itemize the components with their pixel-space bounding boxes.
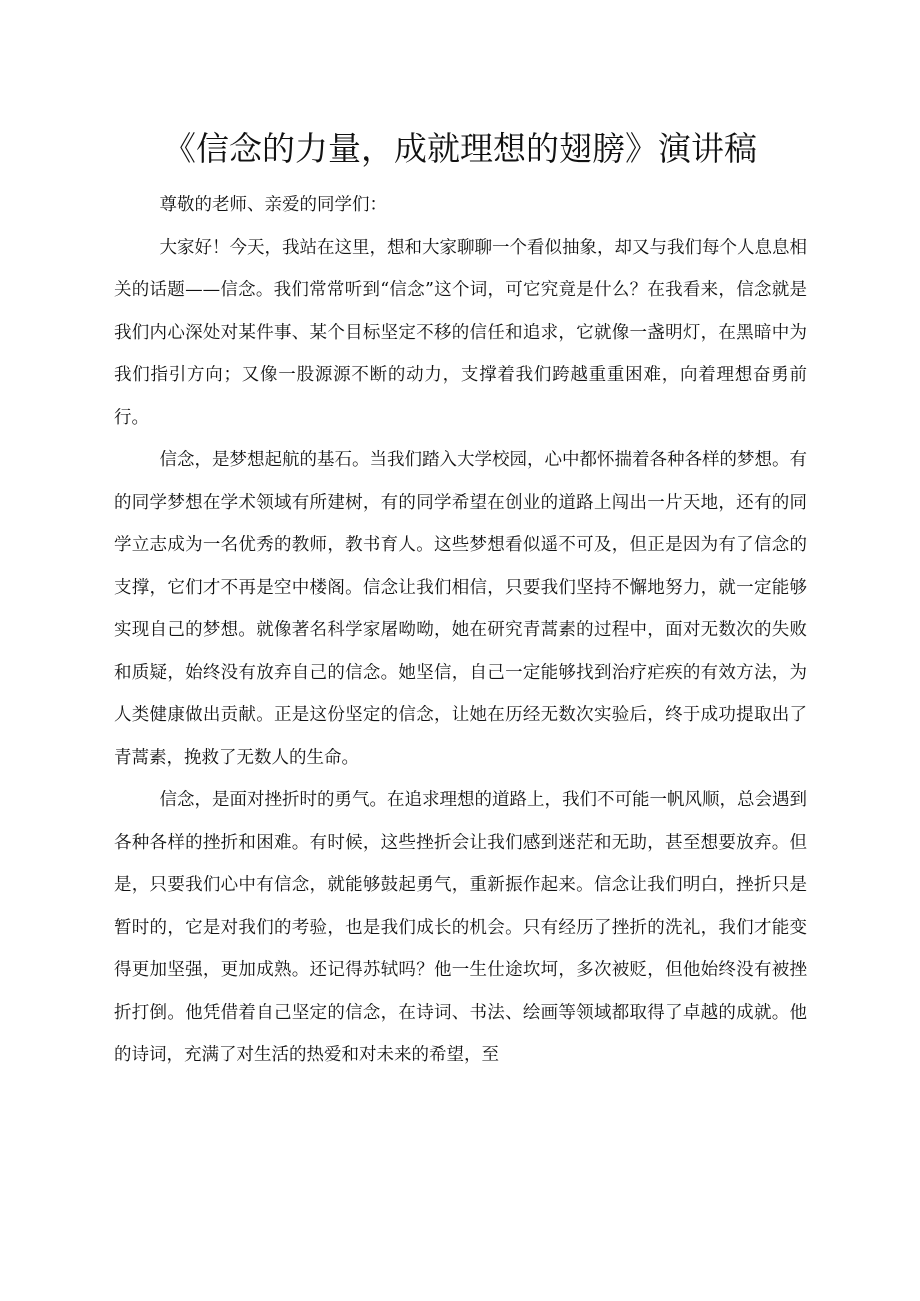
document-body [114, 184, 807, 1077]
paragraph-dream-foundation: 信念，是梦想起航的基石。当我们踏入大学校园，心中都怀揣着各种各样的梦想。有的同学梦想在学术领域有所建树，有的同学希望在创业的道路上闯出一片天地，还有的同学立志成为一名优秀的教师，教书育人。这些梦想看似遥不可及，但正是因为有了信念的支撑，它们才不再是空中楼阁。信念让我们相信，只要我们坚持不懈地努力，就一定能够实现自己的梦想。就像著名科学家屠呦呦，她在研究青蒿素的过程中，面对无数次的失败和质疑，始终没有放弃自己的信念。她坚信，自己一定能够找到治疗疟疾的有效方法，为人类健康做出贡献。正是这份坚定的信念，让她在历经无数次实验后，终于成功提取出了青蒿素，挽救了无数人的生命。 [114, 450, 807, 768]
paragraph-intro: 大家好！今天，我站在这里，想和大家聊聊一个看似抽象，却又与我们每个人息息相关的话题——信念。我们常常听到“信念”这个词，可它究竟是什么？在我看来，信念就是我们内心深处对某件事、某个目标坚定不移的信任和追求，它就像一盏明灯，在黑暗中为我们指引方向；又像一股源源不断的动力，支撑着我们跨越重重困难，向着理想奋勇前行。 [114, 237, 807, 428]
document-title: 《信念的力量，成就理想的翅膀》演讲稿 [163, 129, 757, 168]
salutation: 尊敬的老师、亲爱的同学们： [159, 195, 387, 215]
paragraph-courage: 信念，是面对挫折时的勇气。在追求理想的道路上，我们不可能一帆风顺，总会遇到各种各样的挫折和困难。有时候，这些挫折会让我们感到迷茫和无助，甚至想要放弃。但是，只要我们心中有信念，就能够鼓起勇气，重新振作起来。信念让我们明白，挫折只是暂时的，它是对我们的考验，也是我们成长的机会。只有经历了挫折的洗礼，我们才能变得更加坚强，更加成熟。还记得苏轼吗？他一生仕途坎坷，多次被贬，但他始终没有被挫折打倒。他凭借着自己坚定的信念，在诗词、书法、绘画等领域都取得了卓越的成就。他的诗词，充满了对生活的热爱和对未来的希望，至 [114, 790, 807, 1065]
